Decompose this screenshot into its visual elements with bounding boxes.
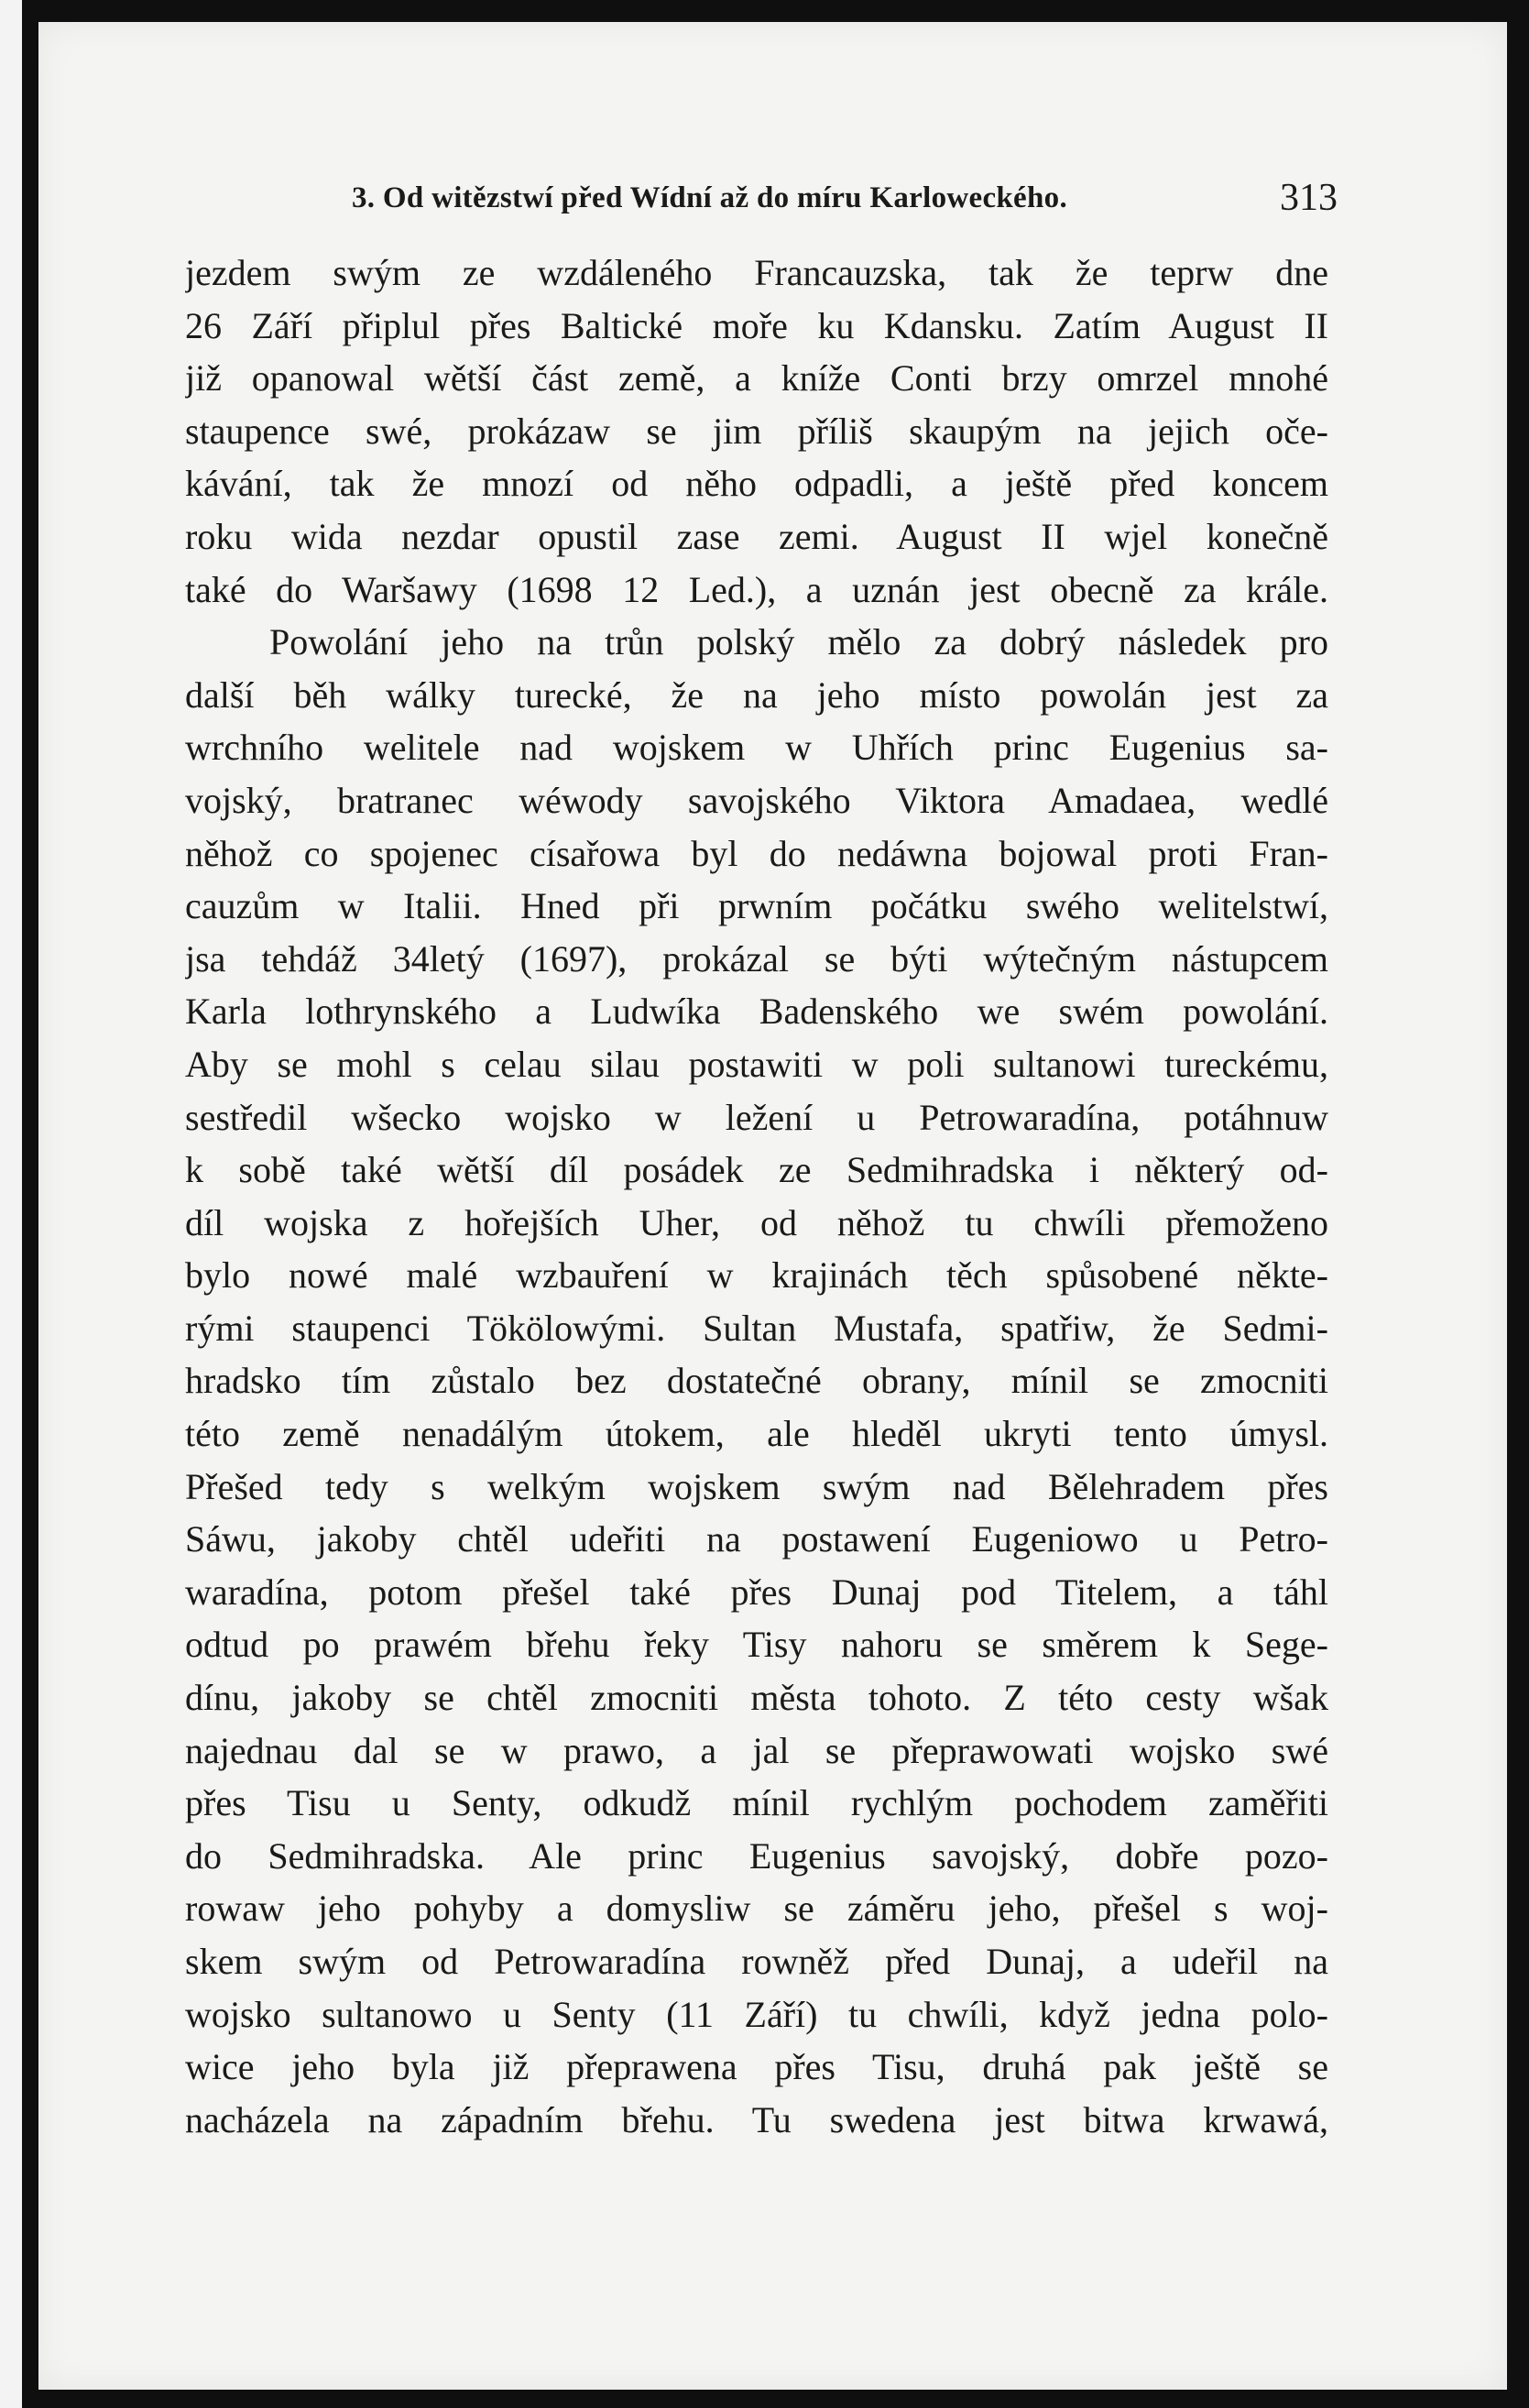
text-line: wrchního welitele nad wojskem w Uhřích princ Eugenius sa- [185, 727, 1328, 769]
text-line: bylo nowé malé wzbauření w krajinách těch spůsobené někte- [185, 1254, 1328, 1297]
text-line: Karla lothrynského a Ludwíka Badenského we swém powolání. [185, 991, 1328, 1033]
text-line: další běh wálky turecké, že na jeho místo powolán jest za [185, 673, 1328, 716]
text-line: odtud po prawém břehu řeky Tisy nahoru se směrem k Sege- [185, 1624, 1328, 1666]
text-line: wice jeho byla již přeprawena přes Tisu, druhá pak ještě se [185, 2046, 1328, 2088]
text-line: roku wida nezdar opustil zase zemi. August II wjel konečně [185, 515, 1328, 557]
text-line: vojský, bratranec wéwody savojského Viktora Amadaea, wedlé [185, 779, 1328, 821]
text-line: najednau dal se w prawo, a jal se přeprawowati wojsko swé [185, 1729, 1328, 1771]
text-line: dínu, jakoby se chtěl zmocniti města tohoto. Z této cesty wšak [185, 1677, 1328, 1719]
text-line: staupence swé, prokázaw se jim příliš skaupým na jejich oče- [185, 410, 1328, 452]
book-page [38, 22, 1507, 2390]
text-line: jsa tehdáž 34letý (1697), prokázal se býti wýtečným nástupcem [185, 937, 1328, 980]
text-line: díl wojska z hořejších Uher, od něhož tu chwíli přemoženo [185, 1201, 1328, 1243]
text-line: jezdem swým ze wzdáleného Francauzska, tak že teprw dne [185, 252, 1328, 293]
text-line: nacházela na západním břehu. Tu swedena jest bitwa krwawá, [185, 2098, 1328, 2140]
running-title: 3. Od witězstwí před Wídní až do míru Karloweckého. [352, 181, 1068, 214]
text-line: sestředil wšecko wojsko w ležení u Petrowaradína, potáhnuw [185, 1096, 1328, 1138]
text-line: přes Tisu u Senty, odkudž mínil rychlým pochodem zaměřiti [185, 1782, 1328, 1824]
paragraph-start-line: Powolání jeho na trůn polský mělo za dobrý následek pro [269, 621, 1328, 663]
text-line: rowaw jeho pohyby a domysliw se záměru jeho, přešel s woj- [185, 1888, 1328, 1930]
text-line: této země nenadálým útokem, ale hleděl ukryti tento úmysl. [185, 1413, 1328, 1455]
page-number: 313 [1280, 177, 1338, 219]
text-line: již opanowal wětší část země, a kníže Conti brzy omrzel mnohé [185, 357, 1328, 400]
text-line: do Sedmihradska. Ale princ Eugenius savojský, dobře pozo- [185, 1834, 1328, 1877]
page-header [315, 176, 1338, 231]
text-line: 26 Září připlul přes Baltické moře ku Kdansku. Zatím August II [185, 304, 1328, 346]
text-line: hradsko tím zůstalo bez dostatečné obrany, mínil se zmocniti [185, 1360, 1328, 1402]
text-line: k sobě také wětší díl posádek ze Sedmihradska i některý od- [185, 1149, 1328, 1191]
text-line: kávání, tak že mnozí od něho odpadli, a ještě před koncem [185, 463, 1328, 505]
text-line: Přešed tedy s welkým wojskem swým nad Bělehradem přes [185, 1465, 1328, 1507]
scan-margin [0, 0, 22, 2408]
text-line: rými staupenci Tökölowými. Sultan Mustafa, spatřiw, že Sedmi- [185, 1307, 1328, 1349]
text-line: cauzům w Italii. Hned při prwním počátku swého welitelstwí, [185, 885, 1328, 927]
text-line: něhož co spojenec císařowa byl do nedáwna bojowal proti Fran- [185, 832, 1328, 874]
text-line: wojsko sultanowo u Senty (11 Září) tu chwíli, když jedna polo- [185, 1993, 1328, 2035]
text-line: Sáwu, jakoby chtěl udeřiti na postawení Eugeniowo u Petro- [185, 1518, 1328, 1560]
body-text [185, 246, 1328, 2146]
text-line: také do Waršawy (1698 12 Led.), a uznán jest obecně za krále. [185, 568, 1328, 610]
text-line: waradína, potom přešel také přes Dunaj pod Titelem, a táhl [185, 1571, 1328, 1613]
text-line: Aby se mohl s celau silau postawiti w poli sultanowi tureckému, [185, 1043, 1328, 1085]
text-line: skem swým od Petrowaradína rowněž před Dunaj, a udeřil na [185, 1941, 1328, 1982]
